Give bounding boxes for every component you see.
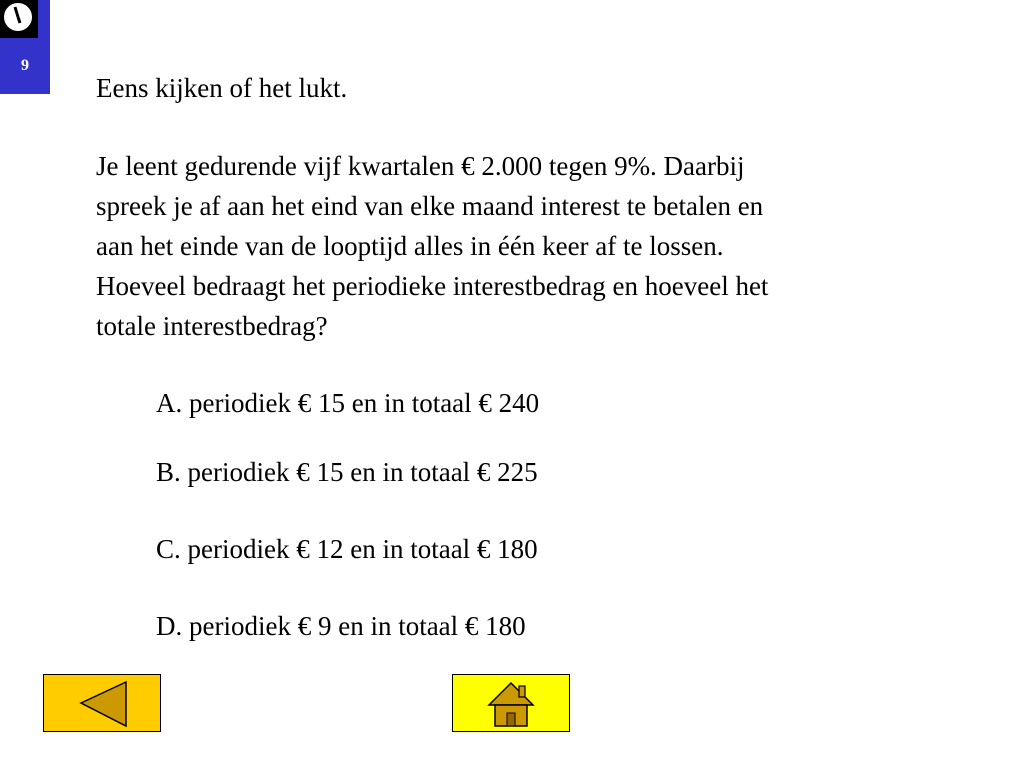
- intro-text: Eens kijken of het lukt.: [96, 73, 348, 103]
- question-text: [96, 146, 966, 346]
- answer-option-a[interactable]: A. periodiek € 15 en in totaal € 240: [156, 388, 540, 418]
- back-button[interactable]: [43, 674, 161, 732]
- clock-icon: [0, 0, 38, 38]
- slide-number: 9: [21, 57, 29, 74]
- question-line: Hoeveel bedraagt het periodieke interestbedrag en hoeveel het: [96, 271, 769, 301]
- slide-badge: [0, 0, 50, 94]
- question-line: aan het einde van de looptijd alles in één keer af te lossen.: [96, 231, 724, 261]
- left-triangle-icon: [44, 675, 160, 731]
- answer-option-c[interactable]: C. periodiek € 12 en in totaal € 180: [156, 534, 538, 564]
- question-line: spreek je af aan het eind van elke maand interest te betalen en: [96, 191, 764, 221]
- house-icon: [453, 675, 569, 731]
- answer-option-b[interactable]: B. periodiek € 15 en in totaal € 225: [156, 457, 538, 487]
- question-line: totale interestbedrag?: [96, 311, 328, 341]
- home-button[interactable]: [452, 674, 570, 732]
- answer-option-d[interactable]: D. periodiek € 9 en in totaal € 180: [156, 611, 526, 641]
- question-line: Je leent gedurende vijf kwartalen € 2.000 tegen 9%. Daarbij: [96, 151, 745, 181]
